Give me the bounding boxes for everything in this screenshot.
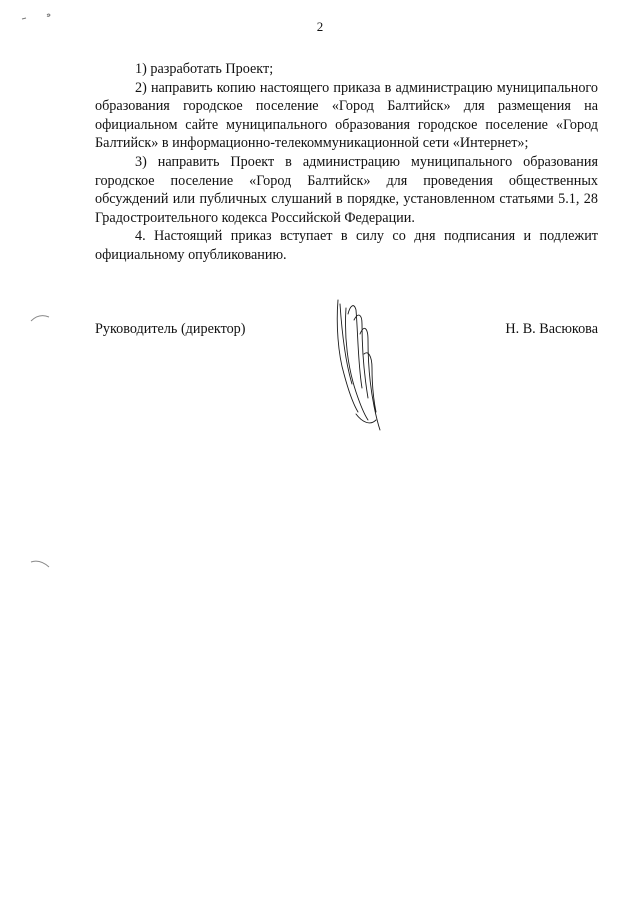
paragraph-item-1: 1) разработать Проект; — [135, 61, 274, 77]
paragraph-item-4: 4. Настоящий приказ вступает в силу со дня подписания и подлежит официальному опубликованию. — [95, 228, 598, 263]
signatory-position: Руководитель (директор) — [95, 321, 246, 337]
paragraph-item-3: 3) направить Проект в администрацию муниципального образования городское поселение «Город Балтийск» для проведения общественных обсуждений или публичных слушаний в порядке, установленном статьями 5.1, 28 Градостроительного кодекса Российской Федерации. — [95, 153, 598, 226]
punch-hole-mark-lower — [30, 558, 52, 570]
signatory-name: Н. В. Васюкова — [505, 321, 598, 337]
page-number: 2 — [316, 19, 324, 34]
punch-hole-mark-upper — [30, 312, 52, 324]
document-body — [95, 60, 598, 265]
paragraph-item-2: 2) направить копию настоящего приказа в администрацию муниципального образования городское поселение «Город Балтийск» для размещения на официальном сайте муниципального образования городское поселение «Город Балтийск» в информационно-телекоммуникационной сети «Интернет»; — [95, 79, 598, 152]
handwritten-signature — [332, 294, 388, 434]
